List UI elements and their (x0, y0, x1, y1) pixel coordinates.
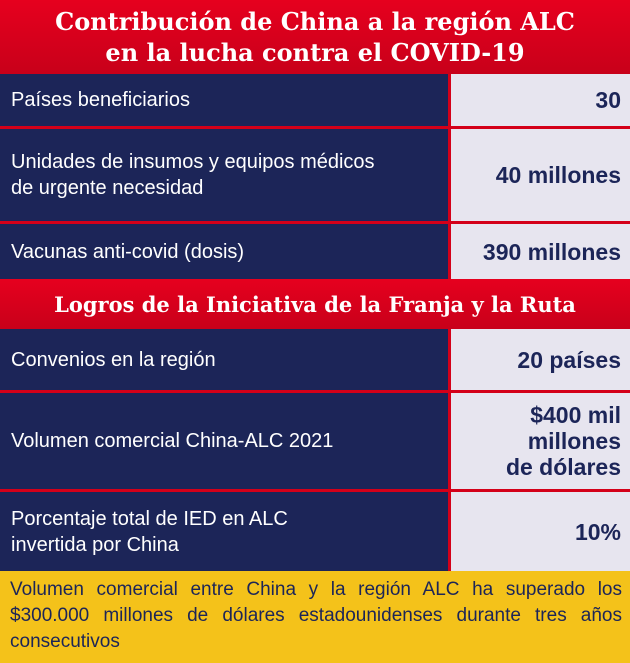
row-label (0, 129, 451, 221)
section1-title-line2: en la lucha contra el COVID-19 (105, 38, 525, 67)
table-row-insumos-medicos (0, 129, 630, 221)
row-label-line1: Unidades de insumos y equipos médicos (11, 151, 375, 173)
row-label: Volumen comercial China-ALC 2021 (0, 393, 451, 489)
table-row-vacunas (0, 224, 630, 279)
row-value-line1: $400 mil (530, 402, 621, 428)
row-label-line2: de urgente necesidad (11, 177, 204, 199)
row-label-line2: invertida por China (11, 533, 179, 556)
table-row-convenios (0, 329, 630, 390)
row-label: Países beneficiarios (0, 74, 451, 126)
row-label: Convenios en la región (0, 329, 451, 390)
row-value-line2: millones (527, 428, 621, 454)
row-label: Vacunas anti-covid (dosis) (0, 224, 451, 279)
table-row-paises-beneficiarios (0, 74, 630, 126)
section1-title-line1: Contribución de China a la región ALC (55, 7, 575, 36)
table-row-volumen-comercial (0, 393, 630, 489)
table-row-porcentaje-ied (0, 492, 630, 571)
row-value-line3: de dólares (505, 454, 621, 480)
row-value: 390 millones (451, 224, 630, 279)
row-value: 10% (451, 492, 630, 571)
row-value: 30 (451, 74, 630, 126)
row-value: 20 países (451, 329, 630, 390)
row-label-line1: Porcentaje total de IED en ALC (11, 507, 288, 530)
row-value: 40 millones (451, 129, 630, 221)
row-value (451, 393, 630, 489)
row-label (0, 492, 451, 571)
section2-title: Logros de la Iniciativa de la Franja y la Ruta (0, 279, 630, 329)
footer-note: Volumen comercial entre China y la región ALC ha superado los $300.000 millones de dólares estadounidenses durante tres años consecutivos (10, 579, 622, 652)
section1-title (0, 0, 630, 74)
